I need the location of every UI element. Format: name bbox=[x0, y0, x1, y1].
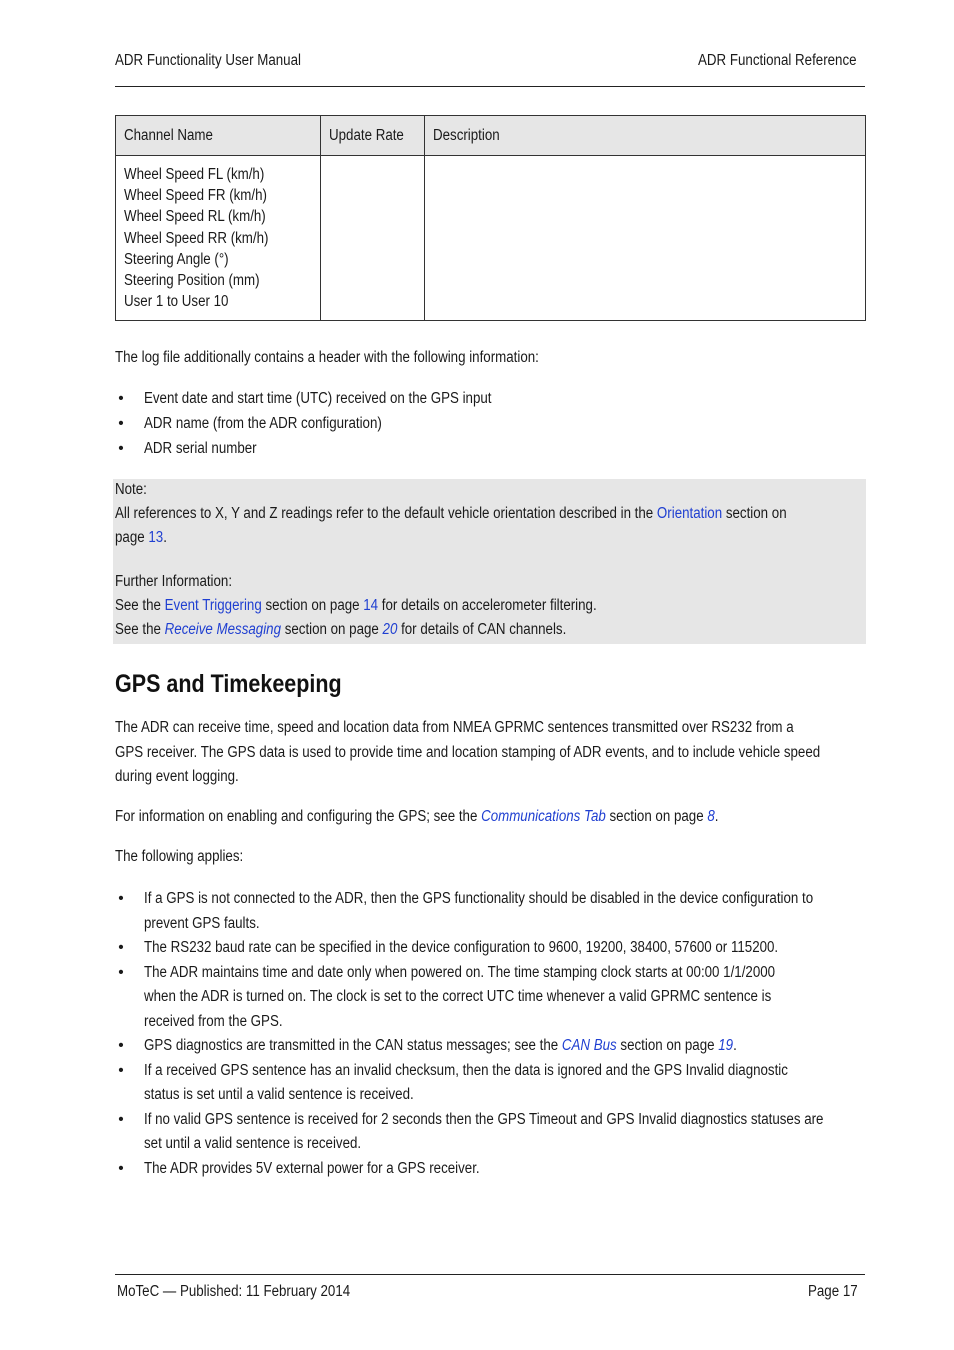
page-20-link[interactable]: 20 bbox=[382, 621, 398, 638]
note-title: Note: bbox=[115, 481, 147, 498]
gps-config-paragraph: For information on enabling and configuring the GPS; see the Communications Tab section on page 8. bbox=[115, 808, 719, 825]
list-item: • ADR name (from the ADR configuration) bbox=[118, 415, 382, 432]
receive-messaging-link[interactable]: Receive Messaging bbox=[164, 621, 281, 638]
channel-name: Wheel Speed RR (km/h) bbox=[124, 229, 269, 247]
page-14-link[interactable]: 14 bbox=[363, 597, 379, 614]
page-8-link[interactable]: 8 bbox=[707, 808, 715, 825]
further-info-title: Further Information: bbox=[115, 573, 233, 590]
further-info-line: See the Event Triggering section on page 14 for details on accelerometer filtering. bbox=[115, 597, 597, 614]
gps-intro-paragraph: The ADR can receive time, speed and location data from NMEA GPRMC sentences transmitted over RS232 from a GPS receiver. The GPS data is used to provide time and location stamping of ADR events, and to include vehicle speed during event logging. bbox=[115, 719, 821, 785]
note-box bbox=[113, 479, 866, 644]
page-number: Page 17 bbox=[808, 1283, 858, 1300]
header-rule bbox=[115, 86, 865, 87]
list-item: • If a GPS is not connected to the ADR, then the GPS functionality should be disabled in the device configuration to prevent GPS faults. bbox=[118, 890, 814, 932]
footer-rule bbox=[115, 1274, 865, 1275]
channel-name: Steering Angle (°) bbox=[124, 250, 229, 268]
update-rate-cell bbox=[321, 156, 425, 321]
column-header-channel-name: Channel Name bbox=[116, 116, 321, 156]
channel-name: User 1 to User 10 bbox=[124, 293, 229, 311]
note-text: All references to X, Y and Z readings refer to the default vehicle orientation described in the Orientation section on bbox=[115, 505, 787, 522]
channel-name-cell bbox=[116, 156, 321, 321]
further-info-line: See the Receive Messaging section on page 20 for details of CAN channels. bbox=[115, 621, 567, 638]
note-text-cont: page 13. bbox=[115, 529, 167, 546]
running-header-title: ADR Functionality User Manual bbox=[115, 52, 301, 69]
following-applies: The following applies: bbox=[115, 848, 244, 865]
list-item: • GPS diagnostics are transmitted in the CAN status messages; see the CAN Bus section on page 19. bbox=[118, 1037, 737, 1054]
list-item: • The ADR provides 5V external power for a GPS receiver. bbox=[118, 1159, 480, 1177]
channel-name: Steering Position (mm) bbox=[124, 271, 260, 289]
column-header-description: Description bbox=[425, 116, 866, 156]
page-13-link[interactable]: 13 bbox=[148, 529, 164, 546]
list-item: • ADR serial number bbox=[118, 440, 257, 457]
section-heading: GPS and Timekeeping bbox=[115, 670, 342, 698]
communications-tab-link[interactable]: Communications Tab bbox=[481, 808, 606, 825]
table-header-row bbox=[116, 116, 866, 156]
table-row bbox=[116, 156, 866, 321]
event-triggering-link[interactable]: Event Triggering bbox=[164, 597, 262, 614]
page-19-link[interactable]: 19 bbox=[718, 1037, 734, 1054]
footer-publisher: MoTeC — Published: 11 February 2014 bbox=[117, 1283, 351, 1300]
list-item: • The ADR maintains time and date only when powered on. The time stamping clock starts at 00:00 1/1/2000 when the ADR is turned on. The clock is set to the correct UTC time whenever a valid GPRMC sentence is received from the GPS. bbox=[118, 963, 776, 1030]
channel-name: Wheel Speed FL (km/h) bbox=[124, 166, 265, 183]
list-item: • If no valid GPS sentence is received for 2 seconds then the GPS Timeout and GPS Invalid diagnostics statuses are set until a valid sentence is received. bbox=[118, 1110, 824, 1152]
gps-rules-list bbox=[115, 887, 865, 1181]
list-item: • If a received GPS sentence has an invalid checksum, then the data is ignored and the GPS Invalid diagnostic status is set until a valid sentence is received. bbox=[118, 1061, 788, 1103]
orientation-link[interactable]: Orientation bbox=[656, 505, 723, 522]
log-header-list bbox=[115, 387, 865, 462]
channel-name: Wheel Speed FR (km/h) bbox=[124, 187, 267, 205]
column-header-update-rate: Update Rate bbox=[321, 116, 425, 156]
list-item: • Event date and start time (UTC) received on the GPS input bbox=[118, 390, 492, 407]
log-header-intro: The log file additionally contains a header with the following information: bbox=[115, 349, 539, 366]
channel-name: Wheel Speed RL (km/h) bbox=[124, 208, 266, 226]
channel-table bbox=[115, 115, 866, 321]
list-item: • The RS232 baud rate can be specified in the device configuration to 9600, 19200, 38400, 57600 or 115200. bbox=[118, 939, 779, 956]
can-bus-link[interactable]: CAN Bus bbox=[561, 1037, 617, 1054]
description-cell bbox=[425, 156, 866, 321]
running-header-section: ADR Functional Reference bbox=[698, 52, 857, 69]
